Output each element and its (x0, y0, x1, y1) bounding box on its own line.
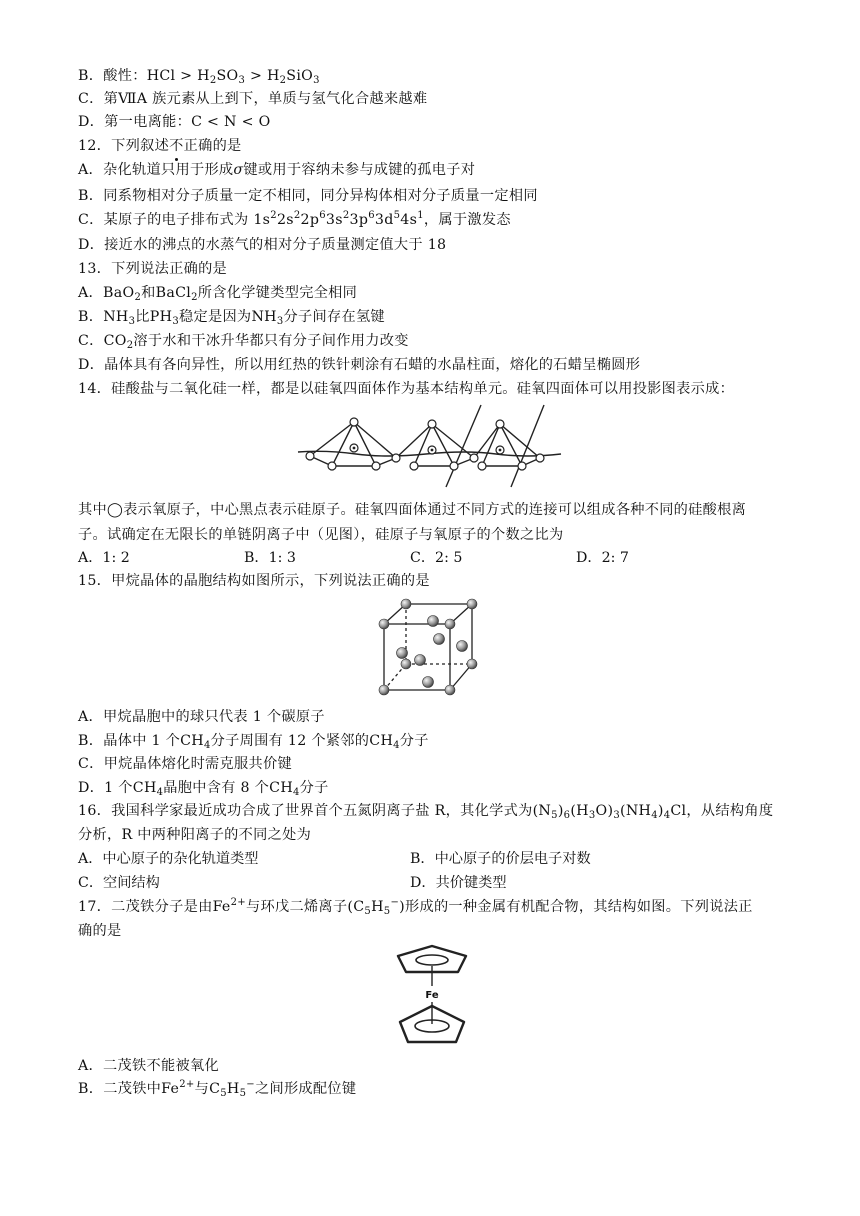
q15-option-c: C．甲烷晶体熔化时需克服共价键 (78, 756, 292, 772)
q16-option-d: D．共价键类型 (410, 875, 507, 891)
q15-option-d: D．1 个$CH_4$晶胞中含有 8 个$CH_4$分子 (78, 780, 329, 798)
q12-option-b: B．同系物相对分子质量一定不相同，同分异构体相对分子质量一定相同 (78, 188, 538, 204)
q15-stem: 15．甲烷晶体的晶胞结构如图所示，下列说法正确的是 (78, 573, 430, 589)
q11-option-b: B．酸性：HCl > $H_2SO_3 > H_2SiO_3$ (78, 68, 320, 86)
silicate-chain-figure (296, 402, 566, 492)
q12-option-a: A．杂化轨道只用于形成σ键或用于容纳未参与成键的孤电子对 (78, 162, 476, 178)
q14-stem: 14．硅酸盐与二氧化硅一样，都是以硅氧四面体作为基本结构单元。硅氧四面体可以用投影图表示成： (78, 381, 735, 397)
q16-option-c: C．空间结构 (78, 875, 160, 891)
q16-stem-line1: 16．我国科学家最近成功合成了世界首个五氮阴离子盐 R，其化学式为$(N_5)_6(H_3O)_3(NH_4)_4Cl$，从结构角度 (78, 803, 774, 821)
q17-option-a: A．二茂铁不能被氧化 (78, 1058, 219, 1074)
salt-formula: $(N_5)_6(H_3O)_3(NH_4)_4Cl$ (532, 803, 687, 821)
q14-option-b: B．1: 3 (244, 550, 296, 566)
q11-option-c: C．第ⅦA 族元素从上到下，单质与氢气化合越来越难 (78, 91, 428, 107)
q16-stem-line2: 分析，R 中两种阳离子的不同之处为 (78, 827, 312, 843)
methane-unit-cell-figure (376, 596, 486, 702)
q12-option-d: D．接近水的沸点的水蒸气的相对分子质量测定值大于 18 (78, 237, 447, 253)
q14-option-a: A．1: 2 (78, 550, 130, 566)
q13-option-b: B．$NH_3$比$PH_3$稳定是因为$NH_3$分子间存在氢键 (78, 309, 385, 327)
q12-stem: 12．下列叙述不正确的是 (78, 138, 242, 154)
q16-option-b: B．中心原子的价层电子对数 (410, 851, 591, 867)
emphasis-dot: 不 (169, 138, 184, 154)
q17-stem-line2: 确的是 (78, 923, 122, 939)
q14-body-line2: 子。试确定在无限长的单链阴离子中（见图），硅原子与氧原子的个数之比为 (78, 527, 564, 543)
q14-body-line1: 其中◯表示氧原子，中心黑点表示硅原子。硅氧四面体通过不同方式的连接可以组成各种不同的硅酸根离 (78, 502, 747, 518)
q15-option-a: A．甲烷晶胞中的球只代表 1 个碳原子 (78, 709, 325, 725)
q13-option-c: C．$CO_2$溶于水和干冰升华都只有分子间作用力改变 (78, 333, 409, 351)
q12-option-c: C．某原子的电子排布式为 $1s^22s^22p^63s^23p^63d^54s^1$，属于激发态 (78, 210, 511, 228)
fe-label: Fe (425, 990, 439, 1001)
q14-option-c: C．2: 5 (410, 550, 463, 566)
q17-stem-line1: 17．二茂铁分子是由$Fe^{2+}$与环戊二烯离子$(C_5H_5^-)$形成的一种金属有机配合物，其结构如图。下列说法正 (78, 897, 753, 917)
q13-option-a: A．BaO$_2$和BaCl$_2$所含化学键类型完全相同 (78, 285, 358, 303)
q11-b-formula: HCl > $H_2SO_3 > H_2SiO_3$ (146, 68, 320, 86)
q11-option-d: D．第一电离能：C < N < O (78, 114, 271, 130)
ferrocene-structure-figure (390, 940, 474, 1050)
q17-option-b: B．二茂铁中$Fe^{2+}$与$C_5H_5^-$之间形成配位键 (78, 1079, 357, 1099)
q15-option-b: B．晶体中 1 个$CH_4$分子周围有 12 个紧邻的$CH_4$分子 (78, 733, 429, 751)
q13-stem: 13．下列说法正确的是 (78, 261, 228, 277)
electron-config: $1s^22s^22p^63s^23p^63d^54s^1$ (253, 210, 424, 228)
q14-option-d: D．2: 7 (576, 550, 629, 566)
q16-option-a: A．中心原子的杂化轨道类型 (78, 851, 259, 867)
q13-option-d: D．晶体具有各向异性，所以用红热的铁针刺涂有石蜡的水晶柱面，熔化的石蜡呈椭圆形 (78, 357, 641, 373)
